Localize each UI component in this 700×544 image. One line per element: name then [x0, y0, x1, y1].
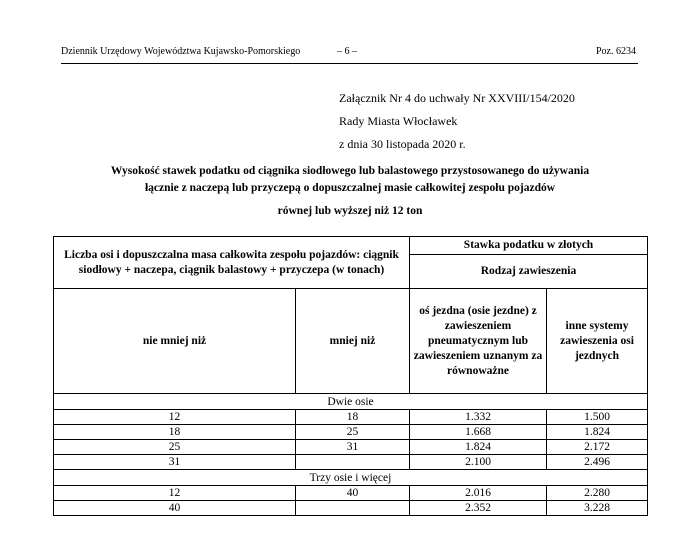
- cell-max: 40: [296, 486, 410, 501]
- header-pneumatic: oś jezdna (osie jezdne) z zawieszeniem pneumatycznym lub zawieszeniem uznanym za równoważne: [410, 289, 547, 394]
- cell-other: 3.228: [547, 501, 648, 516]
- header-min: nie mniej niż: [54, 289, 296, 394]
- publication-name: Dziennik Urzędowy Województwa Kujawsko-Pomorskiego: [61, 46, 301, 57]
- position-number: Poz. 6234: [596, 46, 636, 57]
- cell-min: 25: [54, 440, 296, 455]
- cell-max: 31: [296, 440, 410, 455]
- annex-line-1: Załącznik Nr 4 do uchwały Nr XXVIII/154/2020: [339, 91, 575, 105]
- cell-min: 12: [54, 410, 296, 425]
- cell-other: 2.280: [547, 486, 648, 501]
- table-row: [54, 425, 648, 440]
- title-line-3: równej lub wyższej niż 12 ton: [277, 205, 423, 217]
- cell-min: 12: [54, 486, 296, 501]
- cell-min: 40: [54, 501, 296, 516]
- page-header: [61, 46, 636, 62]
- cell-pneumatic: 1.332: [410, 410, 547, 425]
- cell-max: [296, 455, 410, 470]
- title-line-1: Wysokość stawek podatku od ciągnika siodłowego lub balastowego przystosowanego do używania: [110, 165, 590, 177]
- cell-max: 25: [296, 425, 410, 440]
- header-rule: [61, 63, 638, 64]
- cell-pneumatic: 2.016: [410, 486, 547, 501]
- table-row: [54, 440, 648, 455]
- cell-pneumatic: 1.668: [410, 425, 547, 440]
- tax-rates-table: [53, 236, 648, 516]
- cell-max: [296, 501, 410, 516]
- cell-other: 1.824: [547, 425, 648, 440]
- cell-pneumatic: 1.824: [410, 440, 547, 455]
- page-number: – 6 –: [337, 46, 357, 57]
- cell-pneumatic: 2.352: [410, 501, 547, 516]
- cell-min: 18: [54, 425, 296, 440]
- group-label-two-axles: Dwie osie: [54, 394, 648, 410]
- table-row: [54, 486, 648, 501]
- title-line-2: łącznie z naczepą lub przyczepą o dopuszczalnej masie całkowitej zespołu pojazdów: [144, 182, 556, 194]
- table-row: [54, 501, 648, 516]
- header-suspension-type: Rodzaj zawieszenia: [410, 255, 648, 289]
- cell-max: 18: [296, 410, 410, 425]
- header-vehicle-mass: Liczba osi i dopuszczalna masa całkowita zespołu pojazdów: ciągnik siodłowy + naczepa, ciągnik balastowy + przyczepa (w tonach): [54, 237, 410, 289]
- header-other: inne systemy zawieszenia osi jezdnych: [547, 289, 648, 394]
- header-tax-rate: Stawka podatku w złotych: [410, 237, 648, 255]
- cell-pneumatic: 2.100: [410, 455, 547, 470]
- table-row: [54, 455, 648, 470]
- table-row: [54, 410, 648, 425]
- group-label-three-axles: Trzy osie i więcej: [54, 470, 648, 486]
- annex-line-2: Rady Miasta Włocławek: [339, 114, 458, 128]
- header-max: mniej niż: [296, 289, 410, 394]
- cell-other: 2.172: [547, 440, 648, 455]
- document-title: [60, 163, 640, 197]
- cell-other: 2.496: [547, 455, 648, 470]
- cell-other: 1.500: [547, 410, 648, 425]
- annex-line-3: z dnia 30 listopada 2020 r.: [339, 137, 466, 151]
- cell-min: 31: [54, 455, 296, 470]
